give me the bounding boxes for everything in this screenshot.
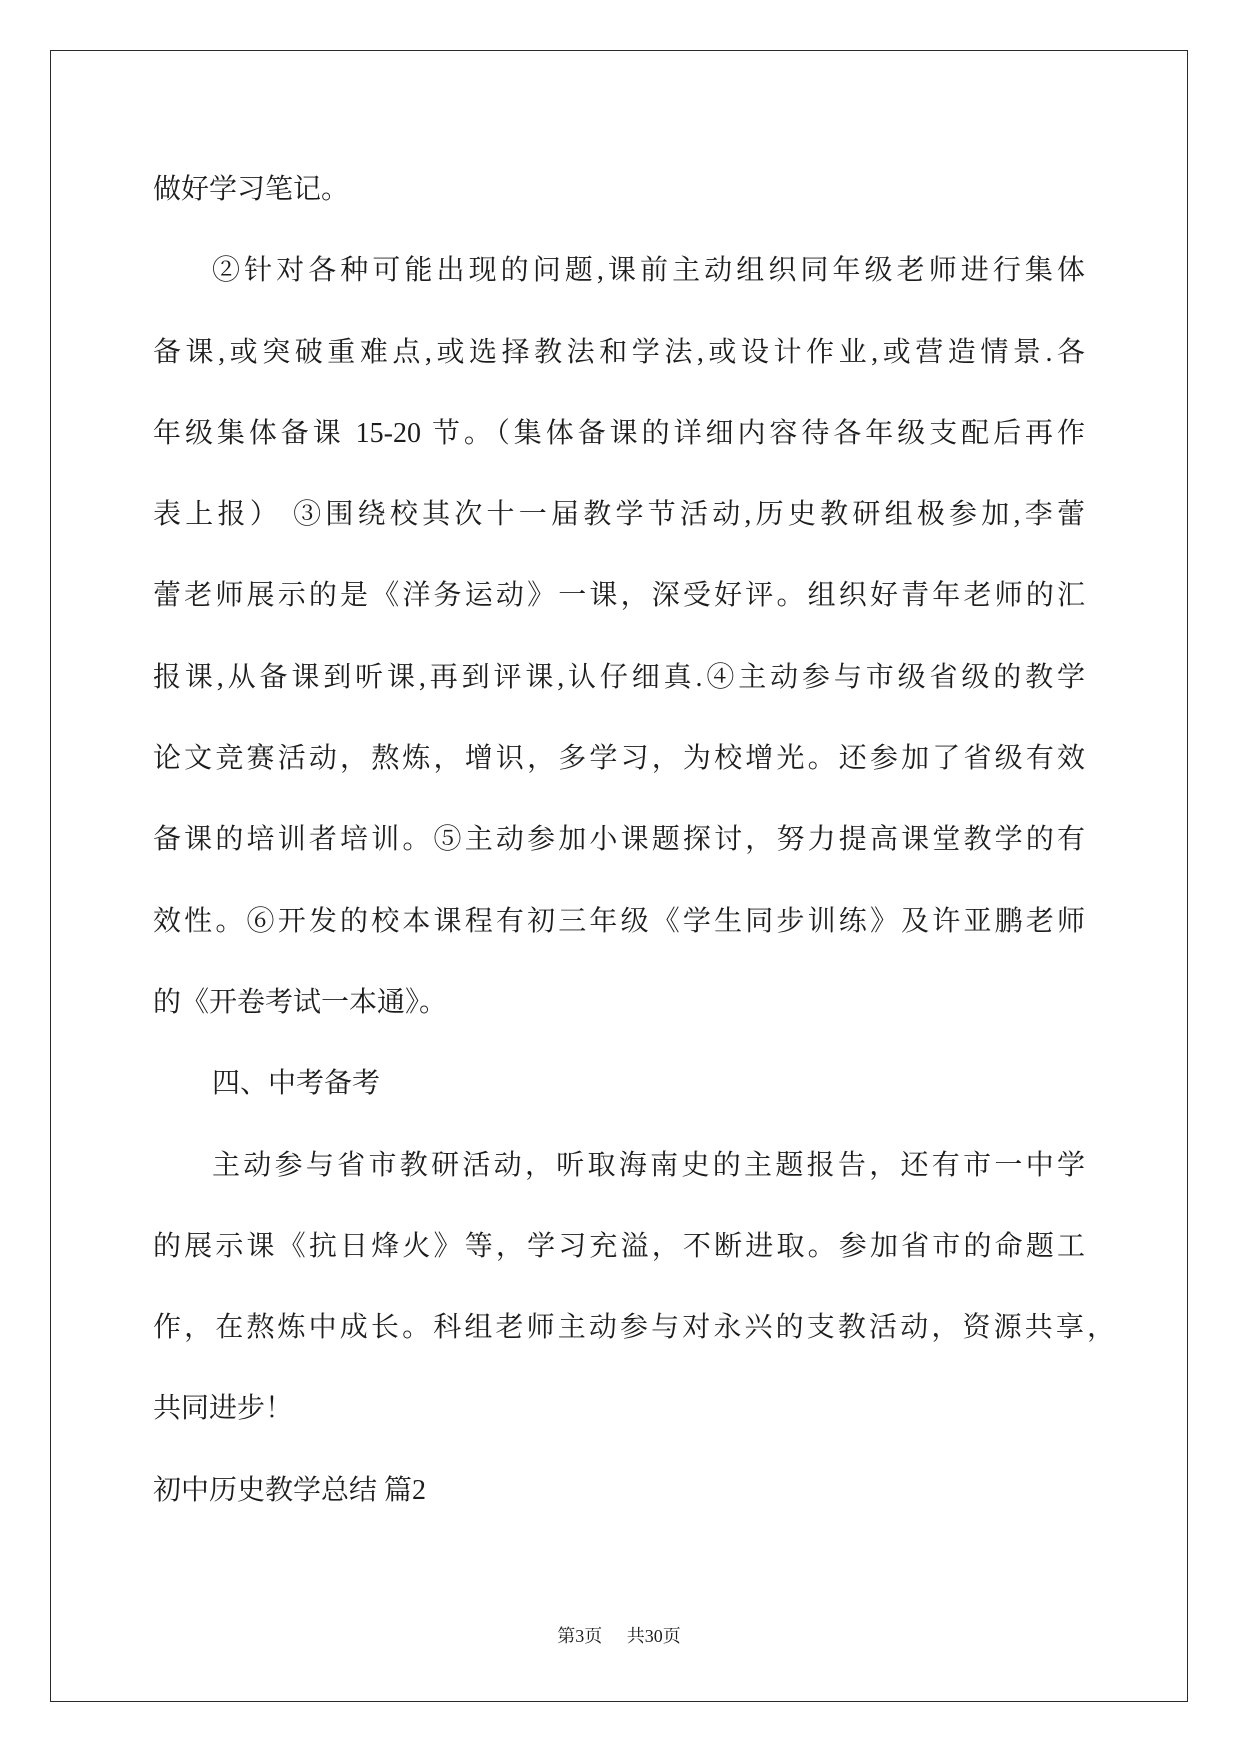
body-text-line: 效性。⑥开发的校本课程有初三年级《学生同步训练》及许亚鹏老师 — [153, 905, 1085, 937]
body-text-line: 年级集体备课 15-20 节。（集体备课的详细内容待各年级支配后再作 — [153, 417, 1085, 449]
body-text-line: ②针对各种可能出现的问题,课前主动组织同年级老师进行集体 — [212, 255, 1085, 287]
body-text-line: 的《开卷考试一本通》。 — [153, 986, 448, 1018]
body-text-line: 论文竞赛活动，熬炼，增识，多学习，为校增光。还参加了省级有效 — [153, 743, 1085, 775]
document-body — [153, 149, 1115, 1531]
next-article-title: 初中历史教学总结 篇2 — [153, 1474, 427, 1506]
body-text-line: 的展示课《抗日烽火》等，学习充溢，不断进取。参加省市的命题工 — [153, 1230, 1085, 1262]
body-text-line: 备课的培训者培训。⑤主动参加小课题探讨，努力提高课堂教学的有 — [153, 824, 1085, 856]
body-text-line: 表上报） ③围绕校其次十一届教学节活动,历史教研组极参加,李蕾 — [153, 499, 1085, 531]
body-text-line: 做好学习笔记。 — [153, 174, 350, 205]
body-text-line: 主动参与省市教研活动，听取海南史的主题报告，还有市一中学 — [212, 1149, 1085, 1181]
page-number: 第3页 — [557, 1626, 603, 1646]
body-text-line: 报课,从备课到听课,再到评课,认仔细真.④主动参与市级省级的教学 — [153, 661, 1085, 693]
page-total: 共30页 — [626, 1626, 681, 1646]
body-text-line: 共同进步！ — [153, 1393, 294, 1425]
body-text-line: 备课,或突破重难点,或选择教法和学法,或设计作业,或营造情景.各 — [153, 336, 1085, 368]
section-heading: 四、中考备考 — [212, 1068, 381, 1100]
body-text-line: 作，在熬炼中成长。科组老师主动参与对永兴的支教活动，资源共享， — [153, 1312, 1115, 1344]
body-text-line: 蕾老师展示的是《洋务运动》一课，深受好评。组织好青年老师的汇 — [153, 580, 1085, 612]
page-footer — [50, 1622, 1188, 1650]
